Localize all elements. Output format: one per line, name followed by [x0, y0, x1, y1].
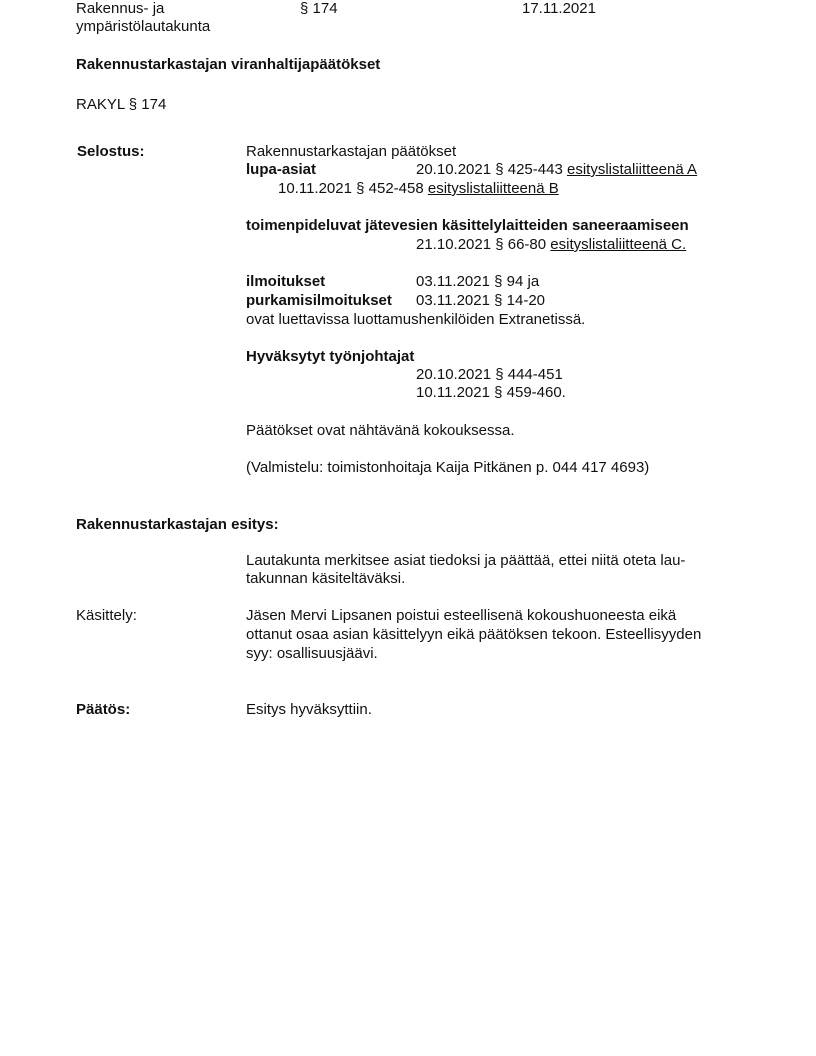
- attachment-a-link[interactable]: esityslistaliitteenä A: [566, 161, 698, 178]
- section-number: § 174: [300, 0, 338, 17]
- reference-code: RAKYL § 174: [76, 96, 167, 113]
- esitys-label: Rakennustarkastajan esitys:: [76, 516, 279, 533]
- ilmoitukset-value: 03.11.2021 § 94 ja: [416, 273, 540, 290]
- attachment-b-link[interactable]: esityslistaliitteenä B: [427, 180, 559, 197]
- purkamisilmoitukset-label: purkamisilmoitukset: [246, 292, 392, 309]
- committee-name-line2: ympäristölautakunta: [76, 18, 211, 35]
- kasittely-line3: syy: osallisuusjäävi.: [246, 645, 378, 662]
- ilmoitukset-label: ilmoitukset: [246, 273, 326, 290]
- esitys-text-line2: takunnan käsiteltäväksi.: [246, 570, 406, 587]
- purkamisilmoitukset-value: 03.11.2021 § 14-20: [416, 292, 546, 309]
- selostus-intro: Rakennustarkastajan päätökset: [246, 143, 457, 160]
- valmistelu-note: (Valmistelu: toimistonhoitaja Kaija Pitkänen p. 044 417 4693): [246, 459, 650, 476]
- lupa-asiat-line2: [278, 180, 559, 199]
- attachment-c-link[interactable]: esityslistaliitteenä C.: [550, 236, 687, 253]
- extranet-note: ovat luettavissa luottamushenkilöiden Extranetissä.: [246, 311, 586, 328]
- page-title: Rakennustarkastajan viranhaltijapäätökset: [76, 56, 381, 73]
- esitys-text-line1: Lautakunta merkitsee asiat tiedoksi ja päättää, ettei niitä oteta lau-: [246, 552, 686, 569]
- nahtavana-note: Päätökset ovat nähtävänä kokouksessa.: [246, 422, 515, 439]
- paatos-text: Esitys hyväksyttiin.: [246, 701, 372, 718]
- tyonjohtajat-label: Hyväksytyt työnjohtajat: [246, 348, 415, 365]
- lupa-asiat-line1-text: 20.10.2021 § 425-443: [416, 161, 563, 178]
- kasittely-line2: ottanut osaa asian käsittelyyn eikä päätöksen tekoon. Esteellisyyden: [246, 626, 702, 643]
- paatos-label: Päätös:: [76, 701, 131, 718]
- lupa-asiat-label: lupa-asiat: [246, 161, 317, 178]
- kasittely-label: Käsittely:: [76, 607, 137, 624]
- committee-name-line1: Rakennus- ja: [76, 0, 165, 17]
- lupa-asiat-line1: [416, 161, 697, 180]
- lupa-asiat-line2-text: 10.11.2021 § 452-458: [278, 180, 424, 197]
- toimenpideluvat-text: 21.10.2021 § 66-80: [416, 236, 547, 253]
- toimenpideluvat-line: [416, 236, 686, 255]
- meeting-date: 17.11.2021: [522, 0, 596, 17]
- toimenpideluvat-label: toimenpideluvat jätevesien käsittelylaitteiden saneeraamiseen: [246, 217, 689, 234]
- kasittely-line1: Jäsen Mervi Lipsanen poistui esteellisenä kokoushuoneesta eikä: [246, 607, 677, 624]
- tyonjohtajat-line1: 20.10.2021 § 444-451: [416, 366, 563, 383]
- selostus-label: Selostus:: [77, 143, 145, 160]
- tyonjohtajat-line2: 10.11.2021 § 459-460.: [416, 384, 566, 401]
